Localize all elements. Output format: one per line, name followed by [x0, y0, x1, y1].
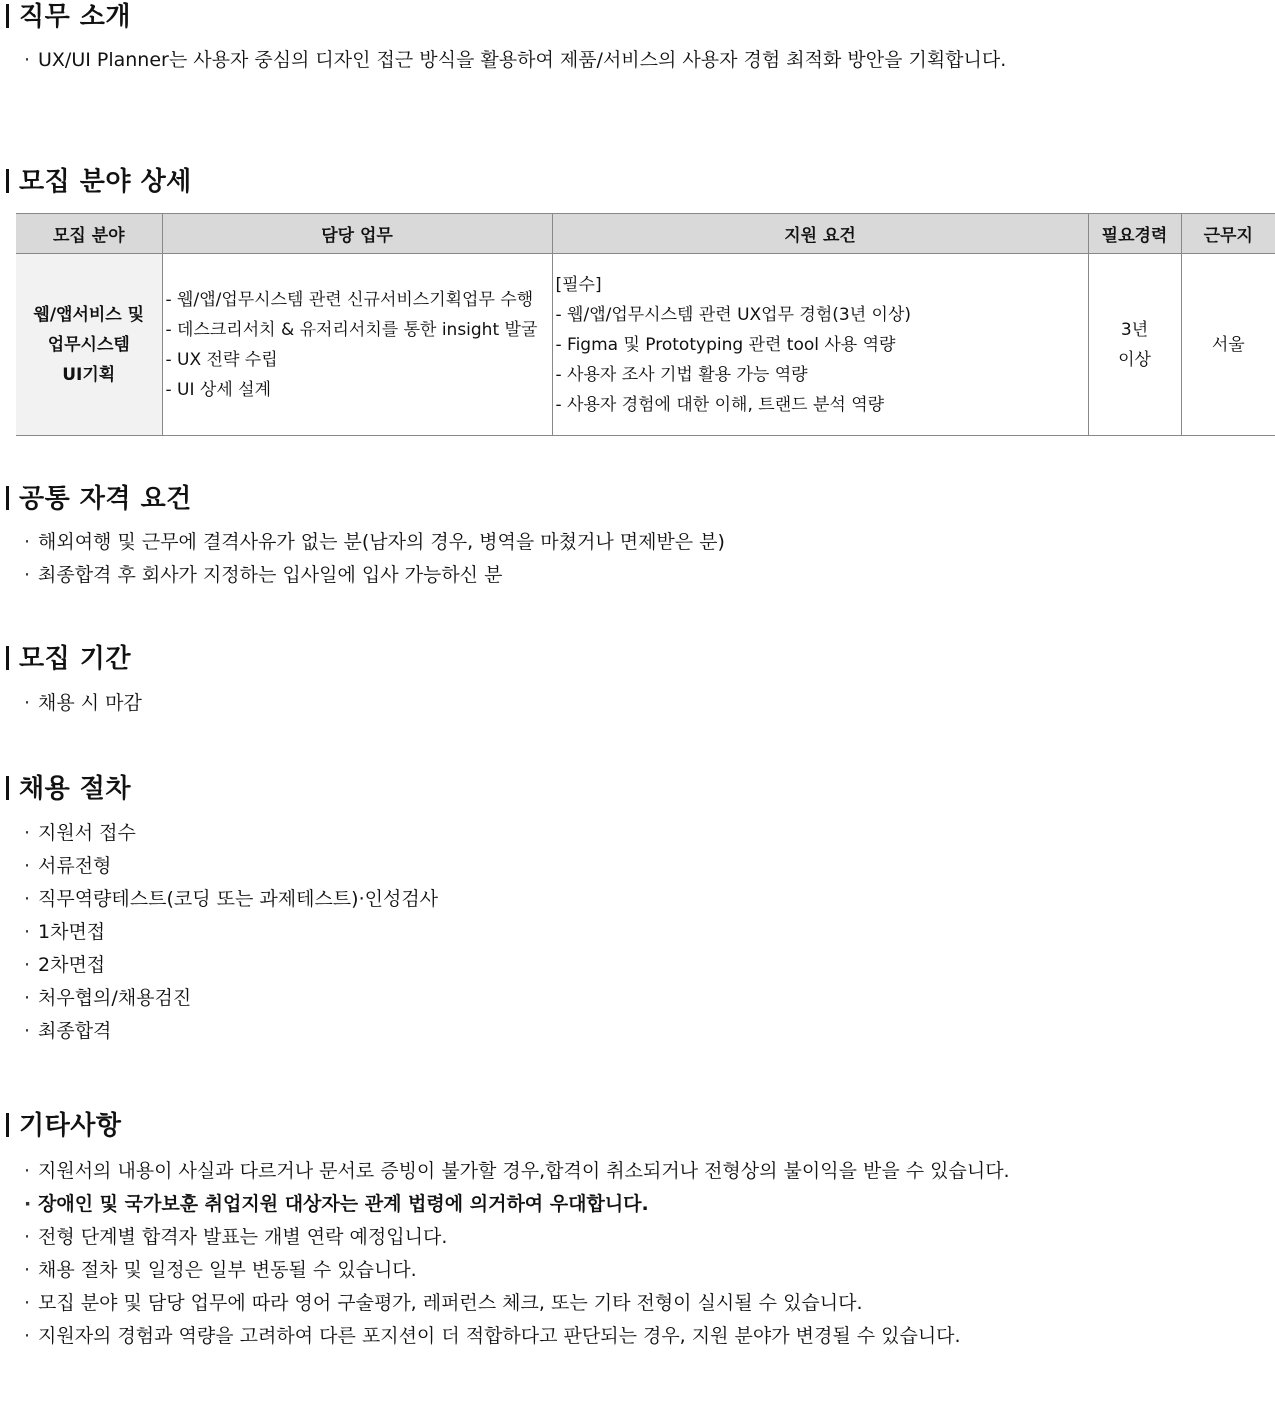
title-bar — [6, 169, 9, 193]
list-item-text: 처우협의/채용검진 — [38, 987, 192, 1009]
bullet-dot: · — [24, 531, 31, 553]
bullet-dot: · — [24, 921, 31, 943]
list-item — [24, 883, 438, 916]
section-title-job-intro — [6, 2, 131, 32]
title-bar — [6, 776, 9, 800]
process-list — [24, 817, 438, 1048]
section-title-text: 모집 기간 — [19, 644, 132, 674]
list-item-text: 서류전형 — [38, 855, 112, 877]
cell-career — [1088, 254, 1181, 436]
header-requirements: 지원 요건 — [552, 214, 1088, 254]
list-item-text: 지원서 접수 — [38, 822, 136, 844]
recruitment-table — [16, 213, 1275, 436]
table-header-row — [16, 214, 1275, 254]
duty-line: - 웹/앱/업무시스템 관련 신규서비스기획업무 수행 — [165, 289, 534, 310]
bullet-dot: · — [24, 49, 31, 71]
list-item — [24, 1155, 1010, 1188]
list-item — [24, 526, 725, 559]
requirement-line: - 사용자 조사 기법 활용 가능 역량 — [555, 364, 808, 385]
list-item-text: UX/UI Planner는 사용자 중심의 디자인 접근 방식을 활용하여 제품/서비스의 사용자 경험 최적화 방안을 기획합니다. — [38, 49, 1007, 71]
section-title-details — [6, 167, 192, 197]
list-item-text: 모집 분야 및 담당 업무에 따라 영어 구술평가, 레퍼런스 체크, 또는 기타 전형이 실시될 수 있습니다. — [38, 1292, 863, 1314]
list-item — [24, 949, 438, 982]
requirement-line: - 웹/앱/업무시스템 관련 UX업무 경험(3년 이상) — [555, 304, 912, 325]
location-text: 서울 — [1211, 334, 1245, 355]
bullet-dot: · — [24, 1160, 31, 1182]
table-row — [16, 254, 1275, 436]
section-title-qualifications — [6, 484, 192, 514]
list-item-text: 최종합격 — [38, 1020, 112, 1042]
list-item — [24, 1221, 1010, 1254]
list-item — [24, 1188, 1010, 1221]
field-line: UI기획 — [62, 364, 116, 385]
cell-location — [1181, 254, 1275, 436]
list-item-text: 전형 단계별 합격자 발표는 개별 연락 예정입니다. — [38, 1226, 448, 1248]
duty-line: - UX 전략 수립 — [165, 349, 278, 370]
title-bar — [6, 646, 9, 670]
header-field: 모집 분야 — [16, 214, 162, 254]
list-item — [24, 982, 438, 1015]
cell-field — [16, 254, 162, 436]
list-item — [24, 559, 725, 592]
list-item-text: 지원서의 내용이 사실과 다르거나 문서로 증빙이 불가할 경우,합격이 취소되거나 전형상의 불이익을 받을 수 있습니다. — [38, 1160, 1010, 1182]
cell-requirements — [552, 254, 1088, 436]
section-title-period — [6, 644, 131, 674]
bullet-dot: · — [24, 1226, 31, 1248]
bullet-dot: · — [24, 564, 31, 586]
list-item — [24, 1287, 1010, 1320]
list-item-text: 지원자의 경험과 역량을 고려하여 다른 포지션이 더 적합하다고 판단되는 경우, 지원 분야가 변경될 수 있습니다. — [38, 1325, 961, 1347]
requirement-line: - Figma 및 Prototyping 관련 tool 사용 역량 — [555, 334, 896, 355]
bullet-dot: · — [24, 954, 31, 976]
bullet-dot: · — [24, 1259, 31, 1281]
field-line: 업무시스템 — [47, 334, 130, 355]
section-title-process — [6, 774, 131, 804]
bullet-dot: · — [24, 692, 31, 714]
bullet-dot: · — [24, 1325, 31, 1347]
title-bar — [6, 1113, 9, 1137]
section-title-text: 공통 자격 요건 — [19, 484, 192, 514]
list-item — [24, 1320, 1010, 1353]
etc-list — [24, 1155, 1010, 1353]
list-item — [24, 1254, 1010, 1287]
list-item-text: 직무역량테스트(코딩 또는 과제테스트)·인성검사 — [38, 888, 439, 910]
job-intro-list — [24, 44, 1006, 77]
bullet-dot: · — [24, 1292, 31, 1314]
section-title-etc — [6, 1111, 121, 1141]
section-title-text: 직무 소개 — [19, 2, 132, 32]
field-line: 웹/앱서비스 및 — [33, 304, 145, 325]
list-item-text: 최종합격 후 회사가 지정하는 입사일에 입사 가능하신 분 — [38, 564, 503, 586]
list-item-text: 1차면접 — [38, 921, 106, 943]
qualifications-list — [24, 526, 725, 592]
career-line: 3년 — [1120, 319, 1149, 340]
list-item — [24, 850, 438, 883]
title-bar — [6, 486, 9, 510]
bullet-dot: · — [24, 855, 31, 877]
career-line: 이상 — [1118, 349, 1151, 370]
list-item-text: 장애인 및 국가보훈 취업지원 대상자는 관계 법령에 의거하여 우대합니다. — [38, 1193, 649, 1215]
list-item-text: 채용 절차 및 일정은 일부 변동될 수 있습니다. — [38, 1259, 417, 1281]
header-duties: 담당 업무 — [162, 214, 552, 254]
duty-line: - UI 상세 설계 — [165, 379, 271, 400]
header-location: 근무지 — [1181, 214, 1275, 254]
section-title-text: 모집 분야 상세 — [19, 167, 192, 197]
duty-line: - 데스크리서치 & 유저리서치를 통한 insight 발굴 — [165, 319, 538, 340]
list-item — [24, 1015, 438, 1048]
period-list — [24, 687, 142, 720]
title-bar — [6, 4, 9, 28]
list-item — [24, 44, 1006, 77]
list-item-text: 해외여행 및 근무에 결격사유가 없는 분(남자의 경우, 병역을 마쳤거나 면제받은 분) — [38, 531, 725, 553]
bullet-dot: · — [24, 1020, 31, 1042]
bullet-dot: · — [24, 822, 31, 844]
list-item — [24, 916, 438, 949]
list-item-text: 채용 시 마감 — [38, 692, 142, 714]
list-item — [24, 687, 142, 720]
list-item — [24, 817, 438, 850]
requirement-line: [필수] — [555, 274, 602, 295]
bullet-dot: · — [24, 888, 31, 910]
bullet-dot: · — [24, 1193, 32, 1215]
requirement-line: - 사용자 경험에 대한 이해, 트랜드 분석 역량 — [555, 394, 885, 415]
list-item-text: 2차면접 — [38, 954, 106, 976]
section-title-text: 기타사항 — [19, 1111, 122, 1141]
section-title-text: 채용 절차 — [19, 774, 132, 804]
cell-duties — [162, 254, 552, 436]
header-career: 필요경력 — [1088, 214, 1181, 254]
bullet-dot: · — [24, 987, 31, 1009]
